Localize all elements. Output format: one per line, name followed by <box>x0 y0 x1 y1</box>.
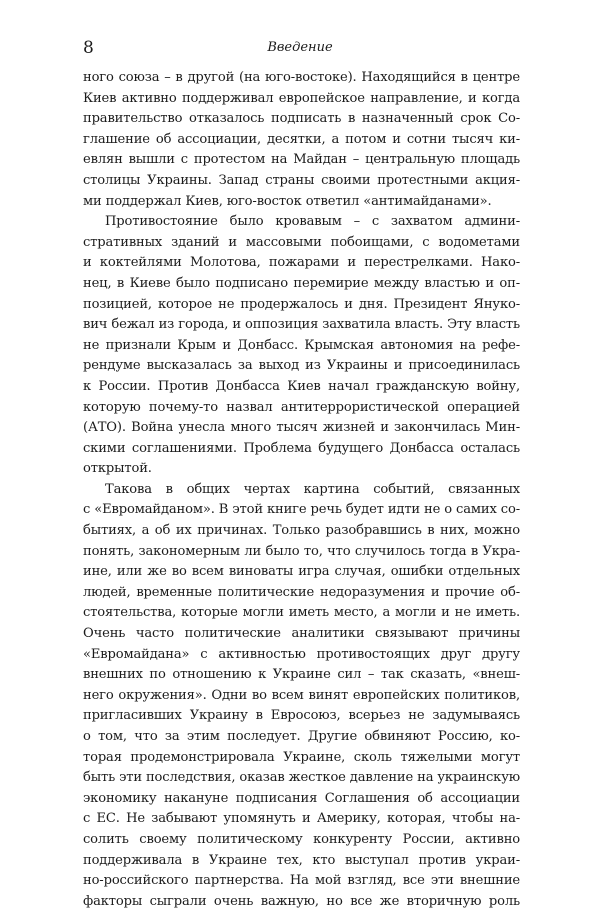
text-line: вич бежал из города, и оппозиция захватила власть. Эту власть <box>83 317 520 333</box>
text-line: быть эти последствия, оказав жесткое давление на украинскую <box>83 770 521 786</box>
body-text <box>83 68 520 912</box>
page-number: 8 <box>83 38 94 58</box>
text-line: не признали Крым и Донбасс. Крымская автономия на рефе- <box>83 337 520 353</box>
text-line: нец, в Киеве было подписано перемирие между властью и оп- <box>83 275 520 291</box>
text-line: к России. Против Донбасса Киев начал гражданскую войну, <box>83 378 520 394</box>
text-line: но-российского партнерства. На мой взгляд, все эти внешние <box>83 873 520 889</box>
text-line: понять, закономерным ли было то, что случилось тогда в Укра- <box>83 543 520 559</box>
text-line: солить своему политическому конкуренту России, активно <box>83 831 520 847</box>
paragraph-3 <box>83 480 520 912</box>
text-line: скими соглашениями. Проблема будущего Донбасса осталась <box>83 440 520 456</box>
text-line: позицией, которое не продержалось и дня. Президент Януко- <box>83 296 520 312</box>
text-line: (АТО). Война унесла много тысяч жизней и закончилась Мин- <box>83 420 520 436</box>
text-line: о том, что за этим последует. Другие обвиняют Россию, ко- <box>83 729 520 744</box>
text-line: Противостояние было кровавым – с захватом админи- <box>105 214 520 230</box>
text-line: правительство отказалось подписать в назначенный срок Со- <box>83 111 520 127</box>
paragraph-1 <box>83 68 520 212</box>
text-line: Киев активно поддерживал европейское направление, и когда <box>83 90 520 106</box>
text-line: открытой. <box>83 461 152 477</box>
text-line: него окружения». Одни во всем винят европейских политиков, <box>83 687 520 703</box>
text-line: рендуме высказалась за выход из Украины и присоединилась <box>83 358 520 374</box>
text-line: стративных зданий и массовыми побоищами, с водометами <box>83 234 520 250</box>
text-line: глашение об ассоциации, десятки, а потом и сотни тысяч ки- <box>83 131 520 147</box>
text-line: торая продемонстрировала Украине, сколь тяжелыми могут <box>83 749 520 765</box>
text-line: Очень часто политические аналитики связывают причины <box>83 626 520 642</box>
text-line: Такова в общих чертах картина событий, связанных <box>105 481 520 497</box>
text-line: столицы Украины. Запад страны своими протестными акция- <box>83 172 520 188</box>
text-line: бытиях, а об их причинах. Только разобравшись в них, можно <box>83 523 520 539</box>
text-line: экономику накануне подписания Соглашения об ассоциации <box>83 790 520 806</box>
text-line: «Евромайдана» с активностью противостоящих друг другу <box>83 646 520 662</box>
text-line: ине, или же во всем виноваты игра случая, ошибки отдельных <box>83 564 520 580</box>
text-line: пригласивших Украину в Евросоюз, всерьез не задумываясь <box>83 708 520 724</box>
text-line: евлян вышли с протестом на Майдан – центральную площадь <box>83 152 520 168</box>
text-line: поддерживала в Украине тех, кто выступал против украи- <box>83 852 520 868</box>
paragraph-2 <box>83 212 520 480</box>
text-line: людей, временные политические недоразумения и прочие об- <box>83 584 520 600</box>
text-line: с «Евромайданом». В этой книге речь будет идти не о самих со- <box>83 502 520 518</box>
text-line: которую почему-то назвал антитеррористической операцией <box>83 399 520 415</box>
text-line: факторы сыграли очень важную, но все же вторичную роль <box>83 893 520 909</box>
text-line: и коктейлями Молотова, пожарами и перестрелками. Нако- <box>83 255 520 271</box>
text-line: стоятельства, которые могли иметь место, а могли и не иметь. <box>83 605 520 621</box>
text-line: с ЕС. Не забывают упомянуть и Америку, которая, чтобы на- <box>83 811 520 827</box>
text-line: ного союза – в другой (на юго-востоке). Находящийся в центре <box>83 70 520 85</box>
text-line: внешних по отношению к Украине сил – так сказать, «внеш- <box>83 667 520 683</box>
text-line: ми поддержал Киев, юго-восток ответил «антимайданами». <box>83 193 492 209</box>
running-head: Введение <box>267 40 333 55</box>
